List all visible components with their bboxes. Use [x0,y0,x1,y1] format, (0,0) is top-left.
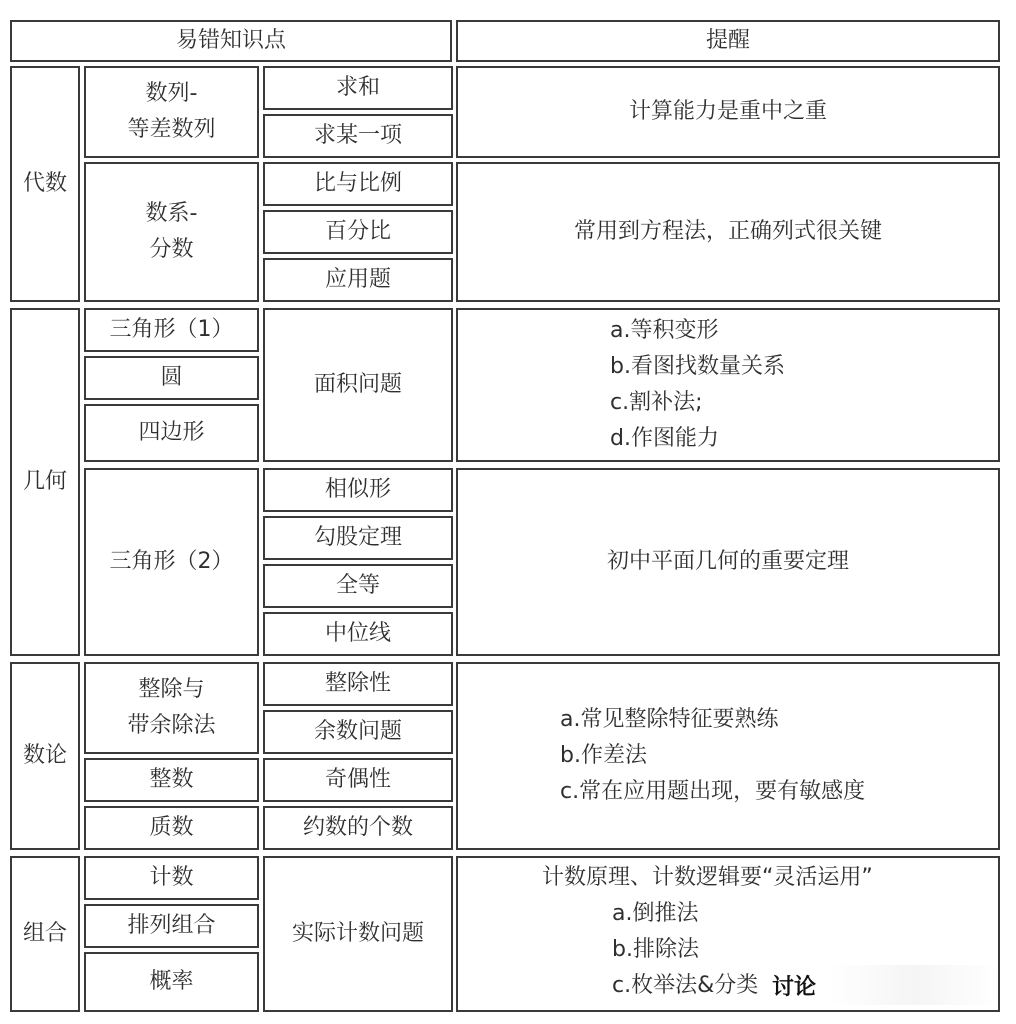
topic-triangle-2 [84,468,259,656]
item-nth-term-label: 求某一项 [313,123,402,148]
tip-sequence [456,66,1000,158]
topic-quadrilateral [84,404,259,462]
item-pythagorean-label: 勾股定理 [313,525,402,550]
topic-fractions-label: 数系- 分数 [145,201,198,262]
topic-counting-label: 计数 [149,865,194,890]
tip-fractions [456,162,1000,302]
topic-triangle-1 [84,308,259,352]
item-ratio-label: 比与比例 [313,171,402,196]
header-points-label: 易错知识点 [175,28,286,53]
item-area-problems-label: 面积问题 [313,372,402,397]
topic-divisibility-label: 整除与 带余除法 [127,677,216,738]
category-geometry-label: 几何 [22,469,67,494]
item-similar-figures [263,468,453,512]
tip-combinatorics-line: b.排除法 [612,937,699,962]
tip-combinatorics-line: a.倒推法 [612,901,699,926]
item-percentage [263,210,453,254]
category-combinatorics-label: 组合 [22,921,67,946]
category-algebra-label: 代数 [22,171,67,196]
category-algebra [10,66,80,302]
item-nth-term [263,114,453,158]
header-reminder [456,20,1000,62]
item-sum [263,66,453,110]
topic-integers-label: 整数 [149,767,194,792]
item-ratio [263,162,453,206]
tip-number-theory-line: b.作差法 [560,743,647,768]
item-counting-problems-label: 实际计数问题 [291,921,424,946]
item-divisor-count [263,806,453,850]
topic-arithmetic-sequence-label: 数列- 等差数列 [127,81,216,142]
header-reminder-label: 提醒 [705,28,750,53]
topic-arithmetic-sequence [84,66,259,158]
topic-permutations-label: 排列组合 [127,913,216,938]
item-divisibility-label: 整除性 [324,671,391,696]
tip-combinatorics-title: 计数原理、计数逻辑要“灵活运用” [542,865,873,890]
tip-area [456,308,1000,462]
tip-number-theory-line: a.常见整除特征要熟练 [560,707,779,732]
topic-primes-label: 质数 [149,815,194,840]
item-sum-label: 求和 [335,75,380,100]
item-word-problems [263,258,453,302]
item-area-problems [263,308,453,462]
header-points [10,20,452,62]
item-midline-label: 中位线 [324,621,391,646]
topic-quadrilateral-label: 四边形 [138,420,205,445]
tip-number-theory-line: c.常在应用题出现，要有敏感度 [560,779,866,804]
tip-area-line: c.割补法; [610,390,703,415]
category-geometry [10,308,80,656]
topic-circle [84,356,259,400]
item-pythagorean [263,516,453,560]
topic-primes [84,806,259,850]
tip-sequence-text: 计算能力是重中之重 [628,99,827,124]
topic-divisibility [84,662,259,754]
topic-triangle-1-label: 三角形（1） [109,317,234,342]
item-percentage-label: 百分比 [324,219,391,244]
topic-permutations [84,904,259,948]
item-counting-problems [263,856,453,1012]
item-word-problems-label: 应用题 [324,267,391,292]
item-parity [263,758,453,802]
tip-number-theory [456,662,1000,850]
topic-fractions [84,162,259,302]
item-congruence-label: 全等 [335,573,380,598]
item-divisor-count-label: 约数的个数 [302,815,413,840]
tip-area-line: d.作图能力 [610,426,719,451]
tip-fractions-text: 常用到方程法，正确列式很关键 [573,219,882,244]
item-parity-label: 奇偶性 [324,767,391,792]
category-combinatorics [10,856,80,1012]
item-similar-figures-label: 相似形 [324,477,391,502]
tip-combinatorics-line: c.枚举法&分类 [612,973,759,998]
topic-triangle-2-label: 三角形（2） [109,549,234,574]
item-remainder-label: 余数问题 [313,719,402,744]
category-number-theory-label: 数论 [22,743,67,768]
item-remainder [263,710,453,754]
topic-counting [84,856,259,900]
category-number-theory [10,662,80,850]
topic-probability-label: 概率 [149,969,194,994]
item-congruence [263,564,453,608]
tip-triangle-2 [456,468,1000,656]
topic-circle-label: 圆 [160,365,183,390]
item-midline [263,612,453,656]
tip-combinatorics [456,856,1000,1012]
item-divisibility [263,662,453,706]
tip-triangle-2-text: 初中平面几何的重要定理 [606,549,849,574]
tip-area-line: b.看图找数量关系 [610,354,785,379]
topic-probability [84,952,259,1012]
discussion-caption: 讨论 [772,975,817,1000]
topic-integers [84,758,259,802]
tip-area-line: a.等积变形 [610,318,719,343]
